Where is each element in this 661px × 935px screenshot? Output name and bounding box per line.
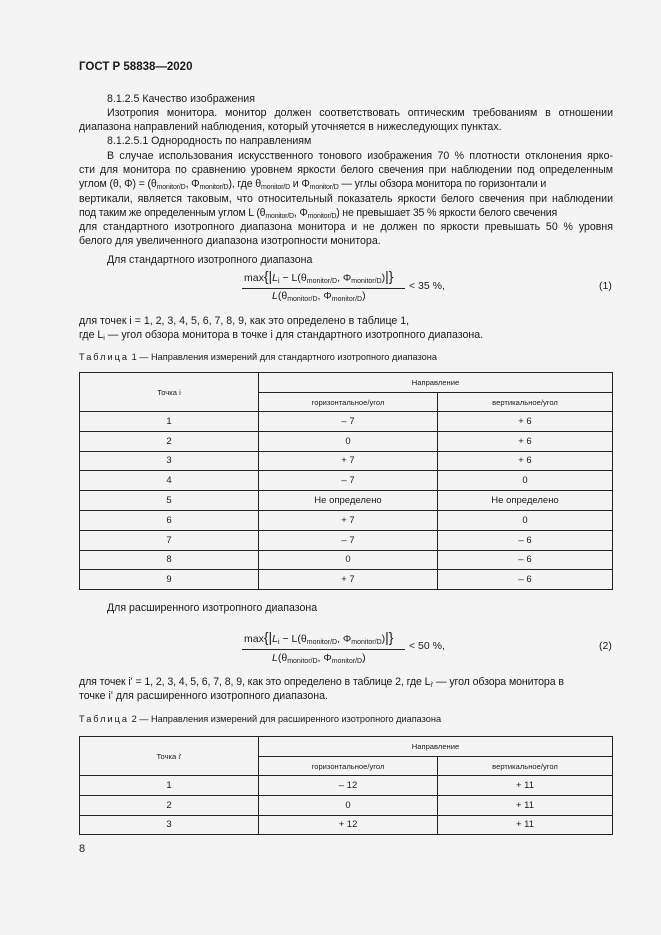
formula2-denominator: $L(\theta_{monitor/D}$, $\Phi_{monitor/D}$) (272, 652, 366, 665)
after2-line2: точке i' для расширенного изотропного диапазона. (79, 690, 328, 702)
table1-col-direction: Направление (259, 373, 613, 393)
table1-col-horizontal: горизонтальное/угол (259, 393, 438, 412)
para1-line1: Изотропия монитора. монитор должен соответствовать оптическим требованиям в отношении (107, 107, 613, 119)
horizontal-cell: + 12 (259, 815, 438, 835)
point-cell: 5 (80, 491, 259, 511)
vertical-cell: + 6 (438, 451, 613, 471)
point-cell: 8 (80, 550, 259, 570)
formula1-numerator: $\max\{|L_i - L(\theta_{monitor/D}$, $\Phi_{monitor/D})|$} (244, 268, 394, 285)
vertical-cell: – 6 (438, 530, 613, 550)
point-cell: 9 (80, 570, 259, 590)
vertical-cell: 0 (438, 510, 613, 530)
formula2-rhs: < 50 %, (409, 640, 445, 652)
horizontal-cell: – 12 (259, 776, 438, 796)
vertical-cell: + 11 (438, 776, 613, 796)
vertical-cell: + 6 (438, 412, 613, 432)
para2-line3: углом (θ, $\Phi) = (\theta_{monitor/D}$, $\Phi_{monitor/D}$), где $\theta_{monitor/D}$ и $\Phi_{monitor/D}$ — углы обзора монитора по горизонтали и (79, 178, 547, 191)
horizontal-cell: + 7 (259, 451, 438, 471)
table2-col-point: Точка i' (80, 737, 259, 776)
formula2-numerator: $\max\{|L_i - L(\theta_{monitor/D}$, $\Phi_{monitor/D})|$} (244, 629, 394, 646)
table-row (80, 491, 613, 511)
subsection-title: 8.1.2.5.1 Однородность по направлениям (107, 135, 312, 147)
table-row (80, 570, 613, 590)
point-cell: 2 (80, 431, 259, 451)
formula2-number: (2) (599, 640, 612, 652)
horizontal-cell: – 7 (259, 530, 438, 550)
point-cell: 4 (80, 471, 259, 491)
table1-col-vertical: вертикальное/угол (438, 393, 613, 412)
formula1-number: (1) (599, 280, 612, 292)
point-cell: 1 (80, 412, 259, 432)
horizontal-cell: Не определено (259, 491, 438, 511)
horizontal-cell: 0 (259, 550, 438, 570)
para2-line7: белого для увеличенного диапазона изотропности монитора. (79, 235, 381, 247)
point-cell: 7 (80, 530, 259, 550)
vertical-cell: 0 (438, 471, 613, 491)
table-row (80, 776, 613, 796)
vertical-cell: + 11 (438, 795, 613, 815)
horizontal-cell: 0 (259, 795, 438, 815)
table-row (80, 510, 613, 530)
vertical-cell: + 11 (438, 815, 613, 835)
horizontal-cell: – 7 (259, 412, 438, 432)
formula2-fraction-bar (242, 649, 405, 650)
horizontal-cell: + 7 (259, 570, 438, 590)
table-row (80, 815, 613, 835)
point-cell: 3 (80, 451, 259, 471)
vertical-cell: – 6 (438, 550, 613, 570)
table-row (80, 530, 613, 550)
point-cell: 1 (80, 776, 259, 796)
formula1-rhs: < 35 %, (409, 280, 445, 292)
point-cell: 3 (80, 815, 259, 835)
formula1-fraction-bar (242, 288, 405, 289)
after1-line2: где $L_i$ — угол обзора монитора в точке i для стандартного изотропного диапазона. (79, 329, 484, 342)
point-cell: 6 (80, 510, 259, 530)
table2-col-horizontal: горизонтальное/угол (259, 757, 438, 776)
vertical-cell: + 6 (438, 431, 613, 451)
standard-intro: Для стандартного изотропного диапазона (107, 254, 313, 266)
formula1-denominator: $L(\theta_{monitor/D}$, $\Phi_{monitor/D}$) (272, 290, 366, 303)
table2-col-direction: Направление (259, 737, 613, 757)
document-header: ГОСТ Р 58838—2020 (79, 61, 193, 73)
section-title: 8.1.2.5 Качество изображения (107, 93, 255, 105)
table2-col-vertical: вертикальное/угол (438, 757, 613, 776)
para2-line2: сти для монитора по сравнению уровнем яркости белого свечения при наблюдении под определенным (79, 164, 613, 176)
table2 (79, 736, 613, 835)
page-number: 8 (79, 843, 86, 855)
para2-line6: для стандартного изотропного диапазона монитора и не должен по яркости превышать 50 % уровня (79, 221, 613, 233)
after1-line1: для точек i = 1, 2, 3, 4, 5, 6, 7, 8, 9, как это определено в таблице 1, (79, 315, 410, 327)
table-row (80, 412, 613, 432)
vertical-cell: – 6 (438, 570, 613, 590)
table-row (80, 451, 613, 471)
extended-intro: Для расширенного изотропного диапазона (107, 602, 318, 614)
after2-line1: для точек i' = 1, 2, 3, 4, 5, 6, 7, 8, 9, как это определено в таблице 2, где $L_{i'}$ — угол обзора монитора в (79, 676, 564, 689)
table1 (79, 372, 613, 590)
table1-col-point: Точка i (80, 373, 259, 412)
table-row (80, 795, 613, 815)
table1-caption: Таблица 1 — Направления измерений для стандартного изотропного диапазона (79, 352, 437, 362)
table-row (80, 550, 613, 570)
horizontal-cell: + 7 (259, 510, 438, 530)
table2-caption: Таблица 2 — Направления измерений для расширенного изотропного диапазона (79, 714, 442, 724)
horizontal-cell: 0 (259, 431, 438, 451)
table-row (80, 431, 613, 451)
para2-line1: В случае использования искусственного тонового изображения 70 % плотности отклонения ярко- (107, 150, 613, 162)
table-row (80, 471, 613, 491)
horizontal-cell: – 7 (259, 471, 438, 491)
point-cell: 2 (80, 795, 259, 815)
para2-line5: под таким же определенным углом L ($\theta_{monitor/D}$, $\Phi_{monitor/D}$) не превышает 35 % яркости белого свечения (79, 207, 558, 220)
vertical-cell: Не определено (438, 491, 613, 511)
para2-line4: вертикали, является таковым, что относительный показатель яркости белого свечения при наблюдении (79, 193, 613, 205)
para1-line2: диапазона направлений наблюдения, который уточняется в нижеследующих пунктах. (79, 121, 502, 133)
